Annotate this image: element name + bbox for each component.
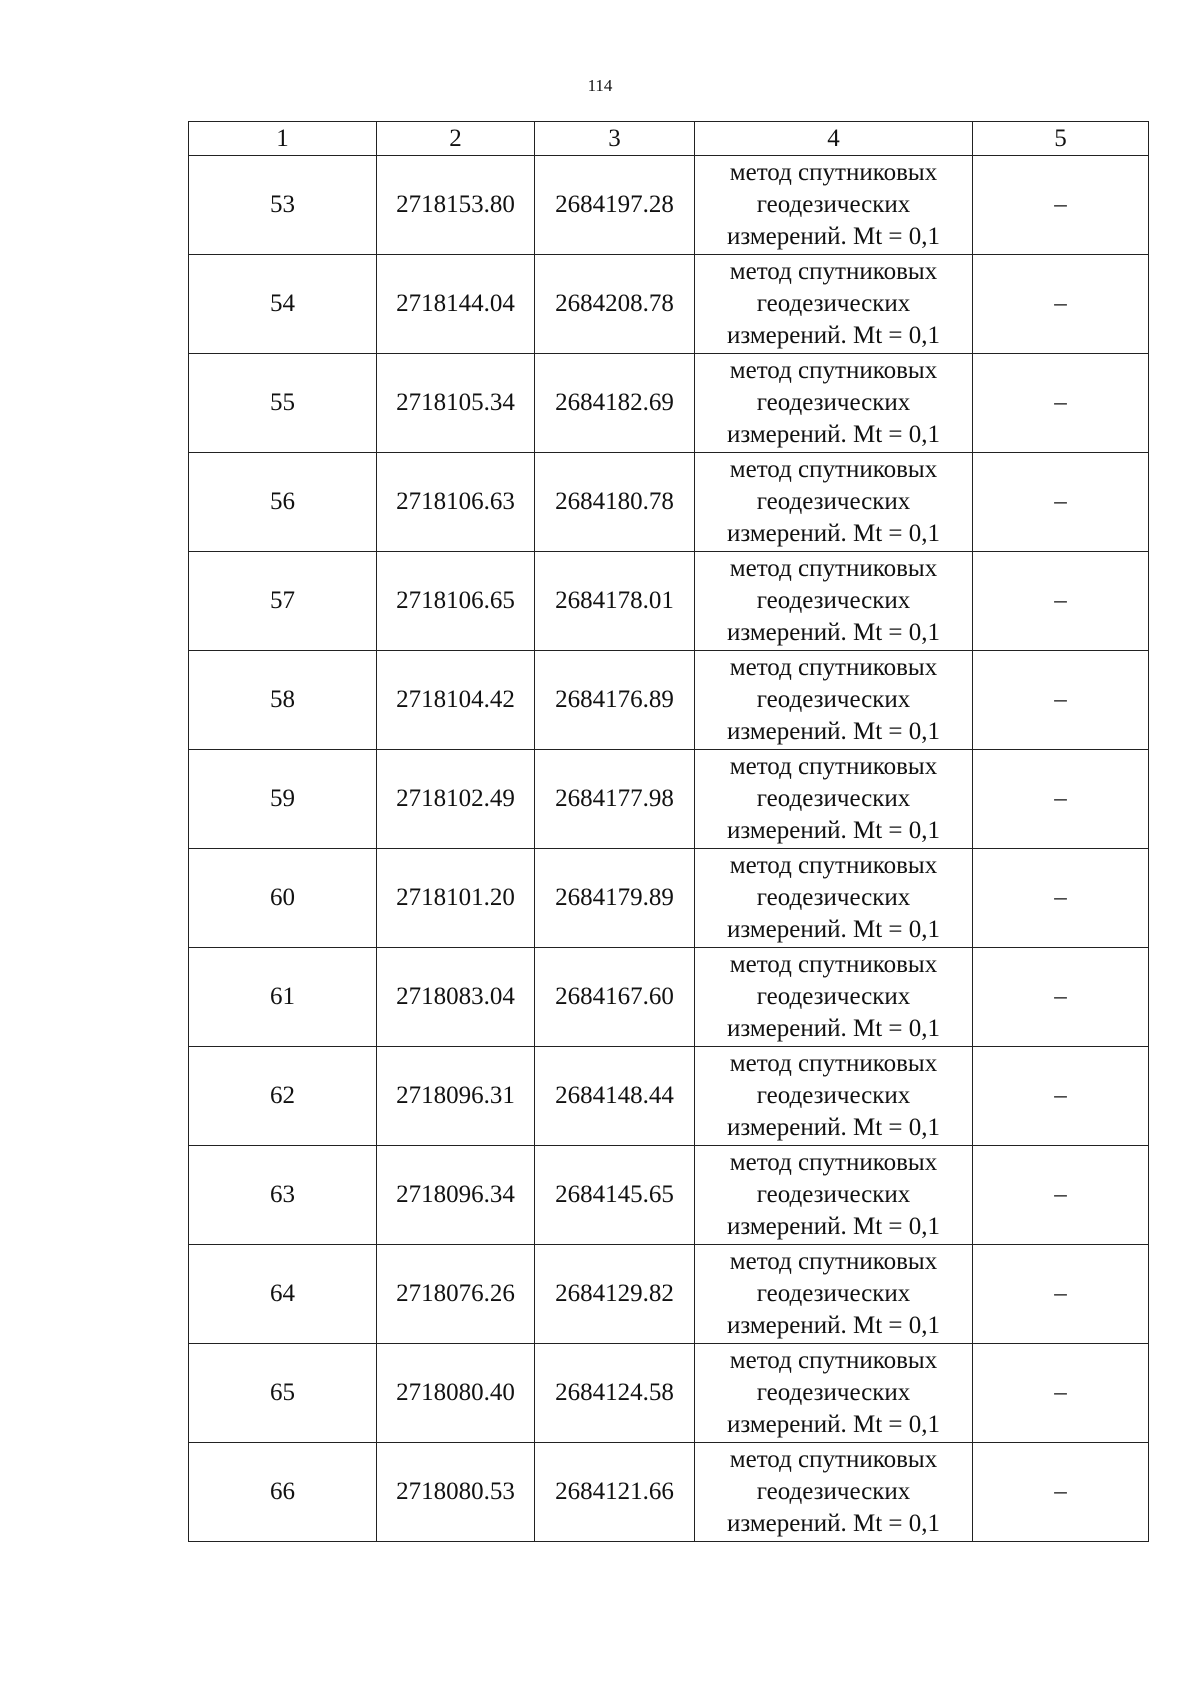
method-line: геодезических <box>756 290 911 317</box>
method-line: метод спутниковых <box>729 654 938 681</box>
method-line: геодезических <box>756 389 911 416</box>
point-number-cell: 53 <box>189 156 377 255</box>
method-cell <box>695 1245 973 1344</box>
header-col-4: 4 <box>695 122 973 156</box>
method-cell <box>695 354 973 453</box>
point-number-cell: 55 <box>189 354 377 453</box>
method-line: геодезических <box>756 1478 911 1505</box>
y-coordinate-cell: 2684197.28 <box>535 156 695 255</box>
method-cell <box>695 1344 973 1443</box>
table-row <box>189 651 1149 750</box>
method-line: измерений. Mt = 0,1 <box>726 520 941 547</box>
method-cell <box>695 1047 973 1146</box>
method-line: измерений. Mt = 0,1 <box>726 1510 941 1537</box>
y-coordinate-cell: 2684121.66 <box>535 1443 695 1542</box>
page-number: 114 <box>587 76 613 95</box>
point-number-cell: 63 <box>189 1146 377 1245</box>
note-cell: – <box>973 948 1149 1047</box>
method-line: метод спутниковых <box>729 555 938 582</box>
method-line: метод спутниковых <box>729 357 938 384</box>
method-line: измерений. Mt = 0,1 <box>726 322 941 349</box>
note-cell: – <box>973 354 1149 453</box>
table-body <box>189 156 1149 1542</box>
note-cell: – <box>973 750 1149 849</box>
table-row <box>189 948 1149 1047</box>
table-row <box>189 750 1149 849</box>
method-line: измерений. Mt = 0,1 <box>726 619 941 646</box>
method-line: геодезических <box>756 785 911 812</box>
x-coordinate-cell: 2718153.80 <box>377 156 535 255</box>
method-line: метод спутниковых <box>729 258 938 285</box>
method-line: измерений. Mt = 0,1 <box>726 1213 941 1240</box>
header-row <box>189 122 1149 156</box>
header-col-5: 5 <box>973 122 1149 156</box>
method-line: измерений. Mt = 0,1 <box>726 1114 941 1141</box>
method-line: геодезических <box>756 488 911 515</box>
method-line: измерений. Mt = 0,1 <box>726 421 941 448</box>
table-row <box>189 453 1149 552</box>
x-coordinate-cell: 2718101.20 <box>377 849 535 948</box>
x-coordinate-cell: 2718083.04 <box>377 948 535 1047</box>
method-line: метод спутниковых <box>729 852 938 879</box>
method-line: геодезических <box>756 1280 911 1307</box>
point-number-cell: 54 <box>189 255 377 354</box>
table-row <box>189 1245 1149 1344</box>
note-cell: – <box>973 255 1149 354</box>
method-line: измерений. Mt = 0,1 <box>726 1411 941 1438</box>
table-row <box>189 1443 1149 1542</box>
header-col-2: 2 <box>377 122 535 156</box>
y-coordinate-cell: 2684180.78 <box>535 453 695 552</box>
method-line: измерений. Mt = 0,1 <box>726 1312 941 1339</box>
note-cell: – <box>973 849 1149 948</box>
method-line: метод спутниковых <box>729 951 938 978</box>
table-row <box>189 849 1149 948</box>
method-line: метод спутниковых <box>729 1050 938 1077</box>
y-coordinate-cell: 2684182.69 <box>535 354 695 453</box>
y-coordinate-cell: 2684179.89 <box>535 849 695 948</box>
method-line: геодезических <box>756 1379 911 1406</box>
method-line: метод спутниковых <box>729 1149 938 1176</box>
x-coordinate-cell: 2718104.42 <box>377 651 535 750</box>
table-row <box>189 1146 1149 1245</box>
x-coordinate-cell: 2718080.53 <box>377 1443 535 1542</box>
x-coordinate-cell: 2718144.04 <box>377 255 535 354</box>
note-cell: – <box>973 651 1149 750</box>
x-coordinate-cell: 2718105.34 <box>377 354 535 453</box>
y-coordinate-cell: 2684177.98 <box>535 750 695 849</box>
method-line: геодезических <box>756 1181 911 1208</box>
x-coordinate-cell: 2718102.49 <box>377 750 535 849</box>
coordinates-table <box>188 121 1149 1542</box>
y-coordinate-cell: 2684178.01 <box>535 552 695 651</box>
method-line: геодезических <box>756 191 911 218</box>
method-line: измерений. Mt = 0,1 <box>726 1015 941 1042</box>
method-cell <box>695 453 973 552</box>
point-number-cell: 57 <box>189 552 377 651</box>
method-line: геодезических <box>756 884 911 911</box>
table-row <box>189 1047 1149 1146</box>
table-row <box>189 552 1149 651</box>
header-col-1: 1 <box>189 122 377 156</box>
y-coordinate-cell: 2684129.82 <box>535 1245 695 1344</box>
note-cell: – <box>973 552 1149 651</box>
point-number-cell: 59 <box>189 750 377 849</box>
method-line: геодезических <box>756 1082 911 1109</box>
method-line: метод спутниковых <box>729 1347 938 1374</box>
method-line: измерений. Mt = 0,1 <box>726 916 941 943</box>
method-cell <box>695 651 973 750</box>
point-number-cell: 66 <box>189 1443 377 1542</box>
y-coordinate-cell: 2684176.89 <box>535 651 695 750</box>
method-cell <box>695 552 973 651</box>
table-row <box>189 1344 1149 1443</box>
method-line: геодезических <box>756 686 911 713</box>
point-number-cell: 60 <box>189 849 377 948</box>
method-cell <box>695 255 973 354</box>
method-line: метод спутниковых <box>729 1446 938 1473</box>
note-cell: – <box>973 453 1149 552</box>
point-number-cell: 56 <box>189 453 377 552</box>
table-header <box>189 122 1149 156</box>
method-line: метод спутниковых <box>729 159 938 186</box>
note-cell: – <box>973 1047 1149 1146</box>
point-number-cell: 62 <box>189 1047 377 1146</box>
method-line: измерений. Mt = 0,1 <box>726 223 941 250</box>
note-cell: – <box>973 1443 1149 1542</box>
x-coordinate-cell: 2718106.65 <box>377 552 535 651</box>
method-cell <box>695 1443 973 1542</box>
x-coordinate-cell: 2718096.31 <box>377 1047 535 1146</box>
table-row <box>189 156 1149 255</box>
point-number-cell: 58 <box>189 651 377 750</box>
method-line: измерений. Mt = 0,1 <box>726 718 941 745</box>
method-line: метод спутниковых <box>729 456 938 483</box>
note-cell: – <box>973 1245 1149 1344</box>
table-row <box>189 354 1149 453</box>
method-cell <box>695 849 973 948</box>
point-number-cell: 61 <box>189 948 377 1047</box>
table-row <box>189 255 1149 354</box>
y-coordinate-cell: 2684148.44 <box>535 1047 695 1146</box>
method-cell <box>695 156 973 255</box>
method-line: измерений. Mt = 0,1 <box>726 817 941 844</box>
note-cell: – <box>973 1146 1149 1245</box>
method-line: геодезических <box>756 983 911 1010</box>
note-cell: – <box>973 156 1149 255</box>
x-coordinate-cell: 2718096.34 <box>377 1146 535 1245</box>
x-coordinate-cell: 2718106.63 <box>377 453 535 552</box>
y-coordinate-cell: 2684124.58 <box>535 1344 695 1443</box>
method-line: метод спутниковых <box>729 1248 938 1275</box>
x-coordinate-cell: 2718080.40 <box>377 1344 535 1443</box>
point-number-cell: 65 <box>189 1344 377 1443</box>
x-coordinate-cell: 2718076.26 <box>377 1245 535 1344</box>
y-coordinate-cell: 2684208.78 <box>535 255 695 354</box>
y-coordinate-cell: 2684145.65 <box>535 1146 695 1245</box>
y-coordinate-cell: 2684167.60 <box>535 948 695 1047</box>
note-cell: – <box>973 1344 1149 1443</box>
method-cell <box>695 948 973 1047</box>
method-line: геодезических <box>756 587 911 614</box>
point-number-cell: 64 <box>189 1245 377 1344</box>
method-line: метод спутниковых <box>729 753 938 780</box>
method-cell <box>695 1146 973 1245</box>
method-cell <box>695 750 973 849</box>
header-col-3: 3 <box>535 122 695 156</box>
